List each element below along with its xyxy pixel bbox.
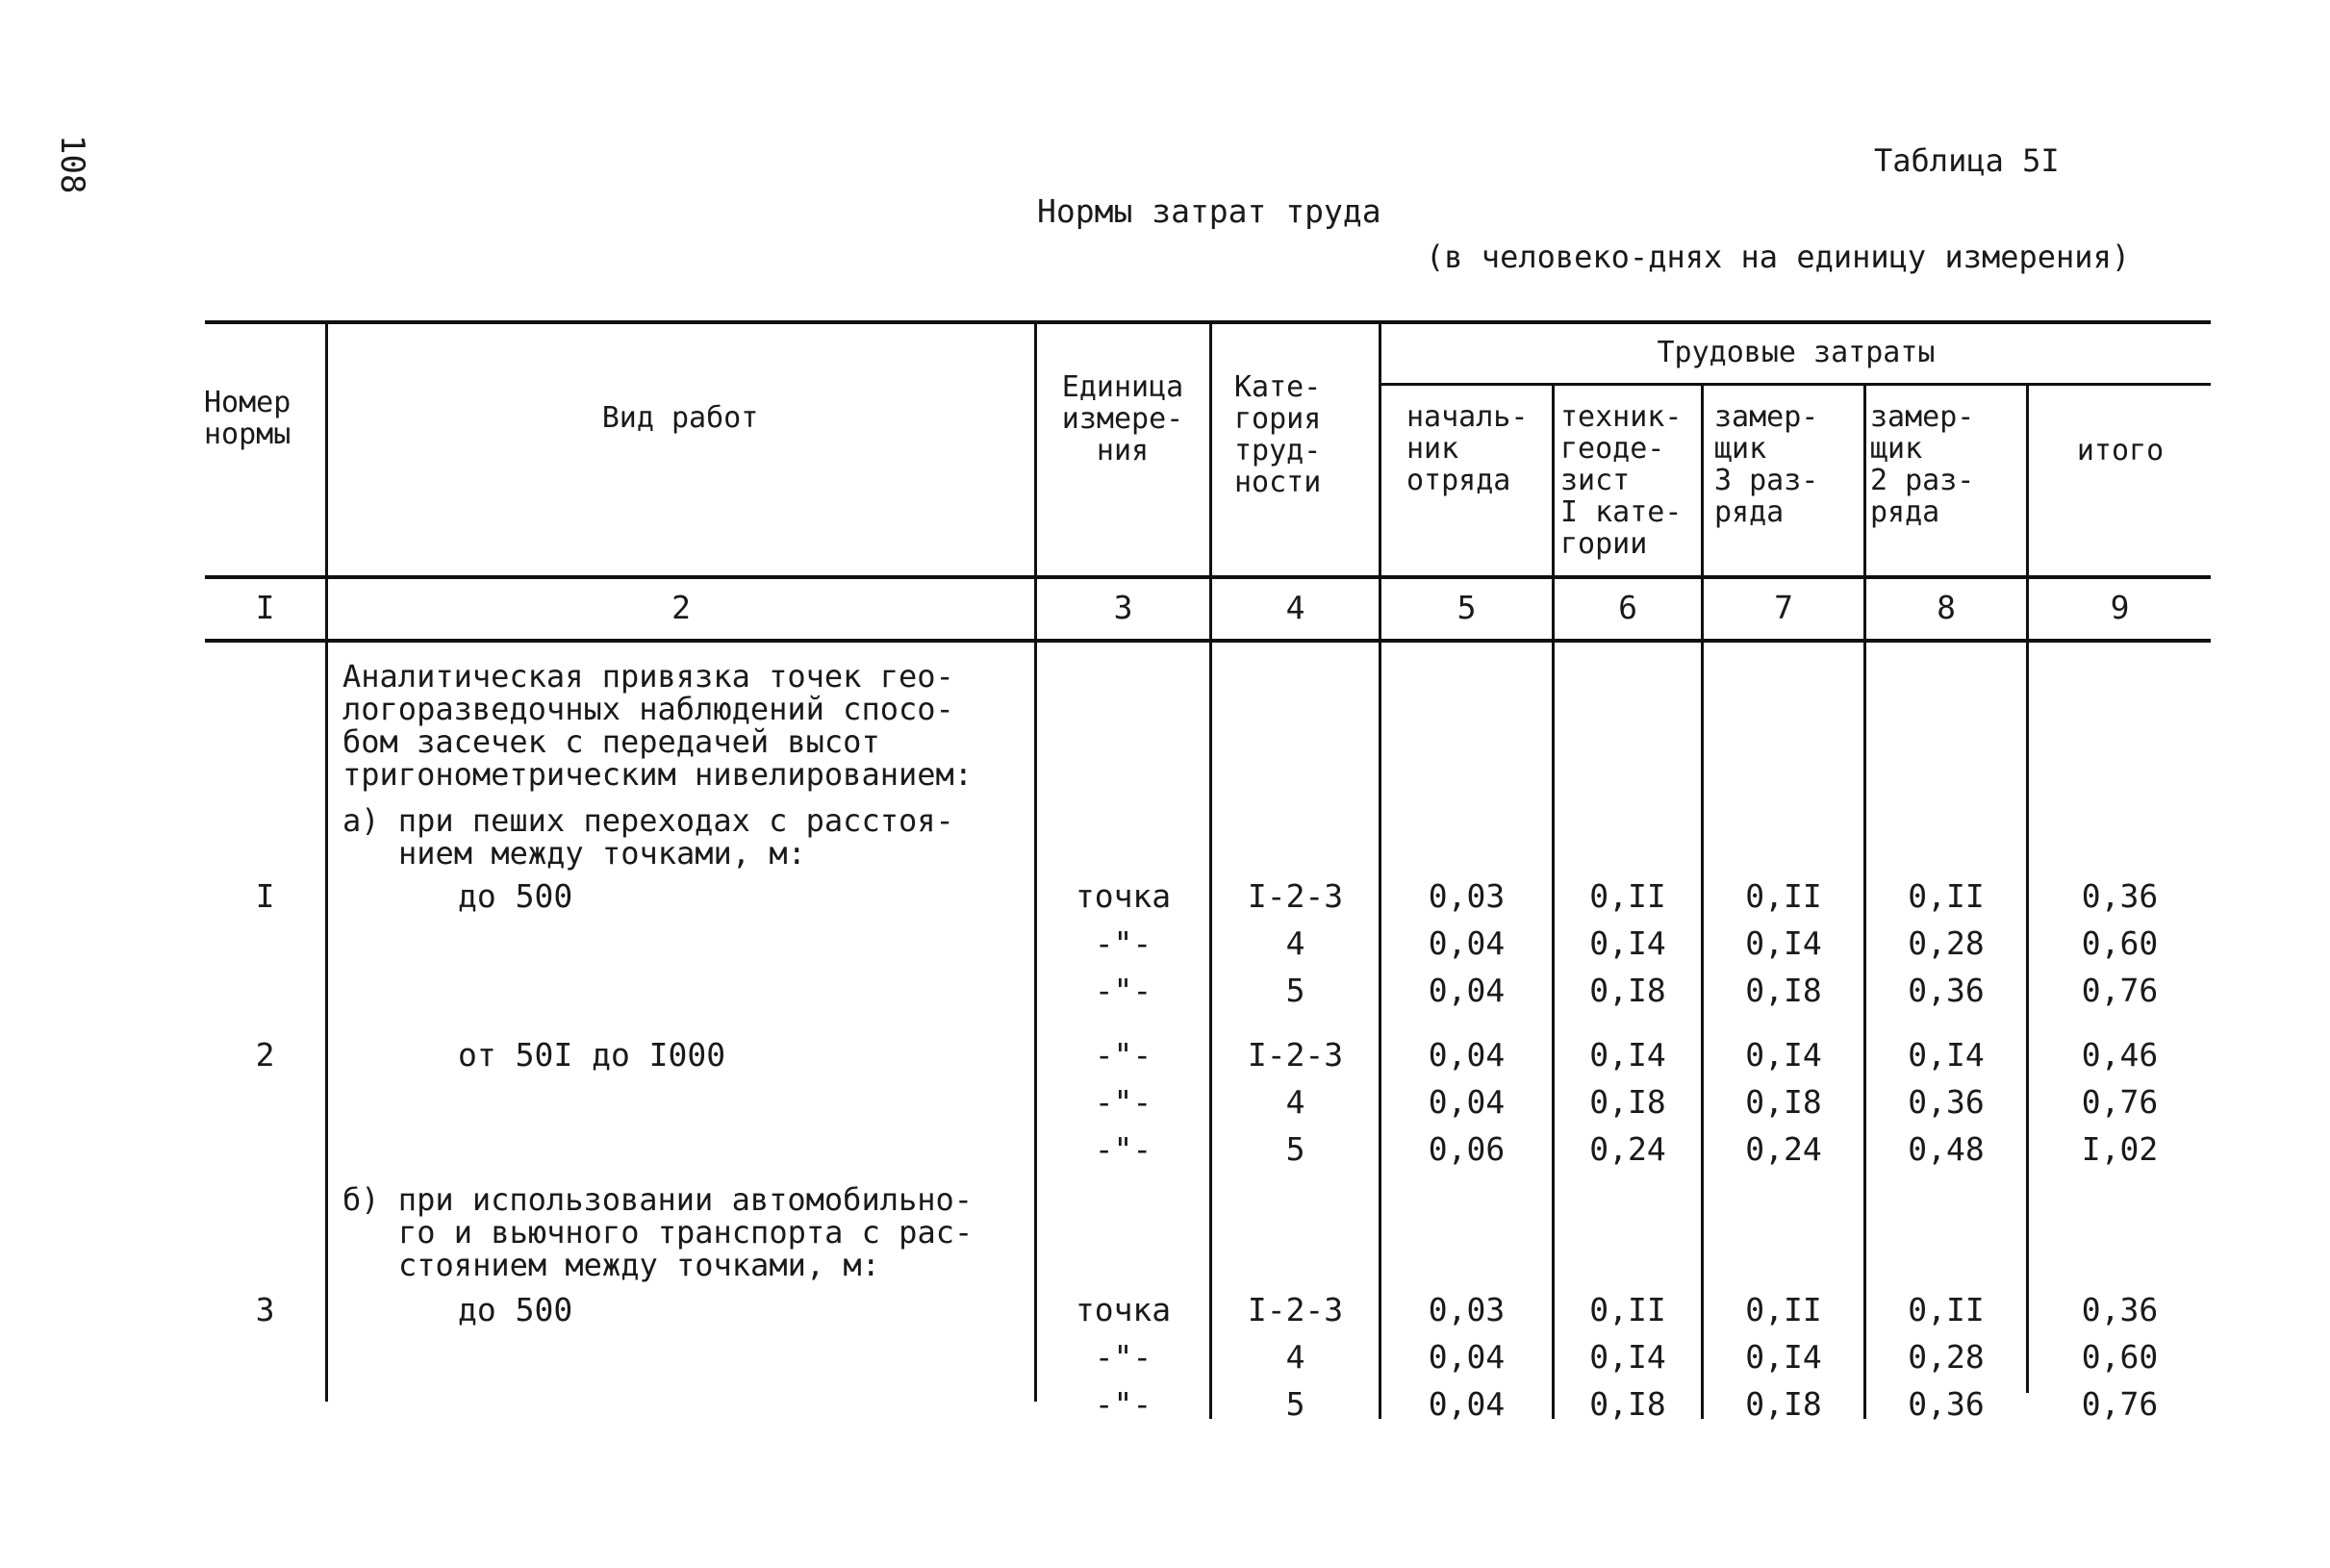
measurer2-value: 0,I4 [1908, 1036, 1985, 1074]
table-title: Нормы затрат труда [1037, 192, 1381, 230]
column-numbers-rule [205, 639, 2211, 643]
table-unit-note: (в человеко-днях на единицу измерения) [1426, 239, 2131, 275]
unit: точка [1075, 1291, 1172, 1328]
column-divider-2 [1034, 320, 1037, 1402]
measurer2-value: 0,36 [1908, 1385, 1985, 1423]
unit: -"- [1094, 924, 1152, 962]
measurer3-value: 0,I8 [1745, 1385, 1822, 1423]
total-value: 0,76 [2081, 972, 2159, 1009]
header-unit: Единица измере- ния [1061, 370, 1184, 468]
column-number: 9 [2110, 589, 2130, 626]
norm-number: I [255, 877, 275, 915]
total-value: 0,60 [2081, 924, 2159, 962]
work-type: до 500 [458, 1291, 573, 1328]
chief-value: 0,04 [1428, 1338, 1506, 1376]
technician-value: 0,II [1589, 1291, 1666, 1328]
chief-value: 0,04 [1428, 972, 1506, 1009]
header-category: Кате- гория труд- ности [1234, 370, 1322, 499]
column-number: 7 [1774, 589, 1793, 626]
table-top-rule [205, 320, 2211, 324]
category: I-2-3 [1247, 877, 1344, 915]
column-divider-4 [1379, 320, 1381, 1419]
header-col7: замер- щик 3 раз- ряда [1714, 400, 1819, 529]
unit: точка [1075, 877, 1172, 915]
category: 4 [1285, 1083, 1305, 1121]
column-number: 4 [1285, 589, 1305, 626]
header-col6: техник- геоде- зист I кате- гории [1560, 400, 1683, 561]
category: 5 [1285, 1385, 1305, 1423]
measurer2-value: 0,36 [1908, 1083, 1985, 1121]
column-number: 3 [1113, 589, 1133, 626]
measurer2-value: 0,48 [1908, 1130, 1985, 1168]
technician-value: 0,II [1589, 877, 1666, 915]
technician-value: 0,I8 [1589, 1083, 1666, 1121]
section-b-heading: б) при использовании автомобильно- го и вьючного транспорта с рас- стоянием между точками, м: [342, 1181, 974, 1283]
measurer2-value: 0,II [1908, 1291, 1985, 1328]
measurer3-value: 0,I4 [1745, 1036, 1822, 1074]
unit: -"- [1094, 972, 1152, 1009]
technician-value: 0,I8 [1589, 972, 1666, 1009]
total-value: 0,60 [2081, 1338, 2159, 1376]
total-value: 0,46 [2081, 1036, 2159, 1074]
column-number: 6 [1618, 589, 1637, 626]
unit: -"- [1094, 1130, 1152, 1168]
column-number: 5 [1456, 589, 1477, 626]
header-work-type: Вид работ [601, 401, 759, 435]
measurer2-value: 0,36 [1908, 972, 1985, 1009]
work-description-intro: Аналитическая привязка точек гео- логоразведочных наблюдений спосо- бом засечек с передачей высот тригонометрическим нивелированием: [342, 658, 974, 793]
total-value: 0,76 [2081, 1385, 2159, 1423]
category: 4 [1285, 1338, 1305, 1376]
work-type: до 500 [458, 877, 573, 915]
chief-value: 0,04 [1428, 1036, 1506, 1074]
measurer2-value: 0,28 [1908, 1338, 1985, 1376]
chief-value: 0,06 [1428, 1130, 1506, 1168]
measurer3-value: 0,II [1745, 1291, 1822, 1328]
column-number: 8 [1937, 589, 1956, 626]
column-number: I [255, 589, 275, 626]
work-type: от 50I до I000 [458, 1036, 726, 1074]
measurer3-value: 0,I8 [1745, 1083, 1822, 1121]
header-norm-number: Номер нормы [204, 386, 291, 451]
chief-value: 0,04 [1428, 1083, 1506, 1121]
total-value: 0,36 [2081, 1291, 2159, 1328]
unit: -"- [1094, 1385, 1152, 1423]
chief-value: 0,03 [1428, 877, 1506, 915]
total-value: I,02 [2081, 1130, 2159, 1168]
measurer3-value: 0,II [1745, 877, 1822, 915]
measurer3-value: 0,I4 [1745, 1338, 1822, 1376]
column-number: 2 [671, 589, 691, 626]
unit: -"- [1094, 1036, 1152, 1074]
measurer2-value: 0,II [1908, 877, 1985, 915]
norm-number: 2 [255, 1036, 275, 1074]
technician-value: 0,I4 [1589, 1036, 1666, 1074]
page-number: 108 [53, 135, 91, 194]
technician-value: 0,24 [1589, 1130, 1666, 1168]
category: 5 [1285, 1130, 1305, 1168]
total-value: 0,36 [2081, 877, 2159, 915]
header-col5: началь- ник отряда [1406, 400, 1529, 497]
header-total: итого [2076, 434, 2165, 468]
header-bottom-rule [205, 575, 2211, 579]
header-labor-group: Трудовые затраты [1657, 336, 1936, 369]
chief-value: 0,04 [1428, 1385, 1506, 1423]
unit: -"- [1094, 1083, 1152, 1121]
category: I-2-3 [1247, 1036, 1344, 1074]
section-a-heading: а) при пеших переходах с расстоя- нием между точками, м: [342, 802, 954, 872]
category: 4 [1285, 924, 1305, 962]
technician-value: 0,I4 [1589, 924, 1666, 962]
column-divider-3 [1209, 320, 1212, 1419]
measurer3-value: 0,I4 [1745, 924, 1822, 962]
measurer3-value: 0,24 [1745, 1130, 1822, 1168]
unit: -"- [1094, 1338, 1152, 1376]
header-col8: замер- щик 2 раз- ряда [1870, 400, 1975, 529]
group-header-rule [1380, 383, 2211, 386]
norm-number: 3 [255, 1291, 275, 1328]
measurer3-value: 0,I8 [1745, 972, 1822, 1009]
technician-value: 0,I4 [1589, 1338, 1666, 1376]
column-divider-1 [325, 320, 328, 1402]
chief-value: 0,04 [1428, 924, 1506, 962]
total-value: 0,76 [2081, 1083, 2159, 1121]
technician-value: 0,I8 [1589, 1385, 1666, 1423]
category: 5 [1285, 972, 1305, 1009]
table-label: Таблица 5I [1874, 142, 2060, 179]
measurer2-value: 0,28 [1908, 924, 1985, 962]
chief-value: 0,03 [1428, 1291, 1506, 1328]
category: I-2-3 [1247, 1291, 1344, 1328]
